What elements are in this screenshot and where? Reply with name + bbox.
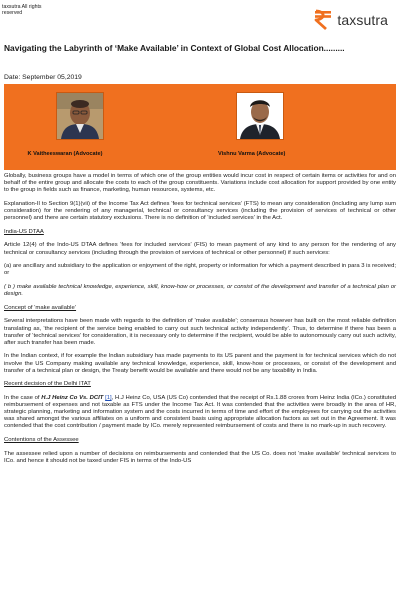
paragraph: ( b ) make available technical knowledge, experience, skill, know-how or processes, or consist of the development and transfer of a technical plan or design. [4,284,396,298]
article-date: Date: September 05,2019 [4,74,82,81]
paragraph: (a) are ancillary and subsidiary to the application or enjoyment of the right, property or information for which a payment described in para 3 is received; or [4,263,396,277]
paragraph-text: , H.J Heinz Co, USA (US Co) contended that the receipt of Rs.1.88 crores from Heinz India (ICo.) constituted reimbursement of expenses and not taxable as FTS under the Income Tax Act. It was contended that the activities were broadly in the area of HR, strategic planning, marketing and information system and the costs incurred in terms of time and effort of the employees for carrying out the activities was shared amongst the various affiliates on a uniform and consistent basis using appropriate allocation factors as set out in the Agreement. It was contended that the cost contribution / payment made by ICo. merely represented reimbursement of costs and there is no mark-up in such recovery. [4,395,396,430]
copyright-notice: taxsutra All rights reserved [2,4,42,16]
author-portrait [57,93,103,139]
article-body [4,173,396,472]
author-card [218,92,285,157]
rupee-icon [312,9,334,31]
page-header [0,0,400,36]
paragraph: Several interpretations have been made with regards to the definition of ‘make available’; consensus however has built on the most reliable definition translating as, ‘the recipient of the service being enabled to carry out such technical activity independently’. Thus, to determine if there has been a transfer of ‘technical services’ for consideration, it is necessary only to determine if the recipient, would be able to autonomously carry out such activity, after such transfer has been made. [4,318,396,346]
section-heading: India-US DTAA [4,228,44,235]
section-heading: Recent decision of the Delhi ITAT [4,381,91,388]
paragraph: The assessee relied upon a number of decisions on reimbursements and contended that the US Co. does not ‘make available’ technical services to ICo. and hence it should not be taxed under FIS in terms of the Indo-US [4,450,396,464]
authors-banner [4,84,396,170]
author-card [26,92,104,157]
author-name: K Vaitheeswaran (Advocate) [27,151,103,157]
author-name: Vishnu Varma (Advocate) [218,151,286,157]
footnote-link[interactable]: [1] [105,395,112,401]
article-title: Navigating the Labyrinth of ‘Make Available’ in Context of Global Cost Allocation......... [4,43,345,53]
paragraph-text: In the case of [4,395,42,401]
logo-text: taxsutra [337,12,388,28]
paragraph: Explanation-II to Section 9(1)(vii) of the Income Tax Act defines ‘fees for technical services’ (FTS) to mean any consideration (including any lump sum consideration) for the rendering of any managerial, technical or consultancy services (including the provision of services of technical or other personnel) and there are certain statutory exclusions. There is no definition of ‘included services’ in the Act. [4,200,396,222]
case-name: H.J Heinz Co Vs. DCIT [41,395,104,401]
paragraph: In the Indian context, if for example the Indian subsidiary has made payments to its US parent and the payment is for technical services which do not involve the US Company making available any technical knowledge, experience, skill, know-how or processes, or consist of the development and transfer of a technical plan or design, the Treaty benefit would be available and there would not be any taxability in India. [4,353,396,374]
author-photo [236,92,284,140]
author-photo [56,92,104,140]
paragraph: Article 12(4) of the Indo-US DTAA defines ‘fees for included services’ (FIS) to mean payment of any kind to any person for the rendering of any technical or consultancy services (including through the provision of services of technical or other personnel) if such services: [4,242,396,256]
taxsutra-logo[interactable] [312,9,388,31]
section-heading: Contentions of the Assessee [4,437,79,444]
author-portrait [237,93,283,139]
section-heading: Concept of ‘make available’ [4,304,77,311]
paragraph: Globally, business groups have a model in terms of which one of the group entities would incur cost in respect of certain items or activities for and on behalf of the entire group and allocate the costs to each of the group constituents. Variations include cost allocation for support provided by one entity to the group in fields such as finance, marketing, human resources, systems, etc. [4,173,396,194]
paragraph [4,395,396,430]
